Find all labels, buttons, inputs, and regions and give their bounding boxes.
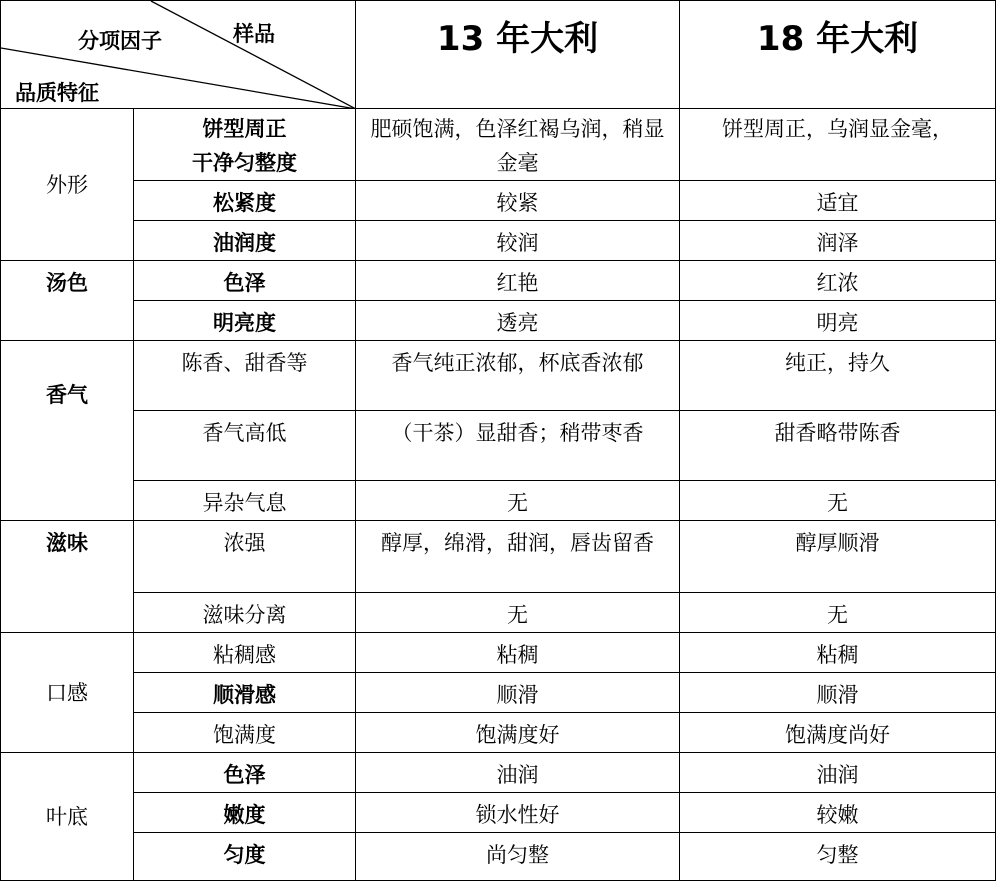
value-cell-a: 醇厚，绵滑，甜润，唇齿留香 (356, 521, 680, 593)
diagonal-header-cell (1, 1, 356, 109)
table-row (1, 633, 996, 673)
value-cell-b: 油润 (680, 753, 996, 793)
factor-cell: 浓强 (134, 521, 356, 593)
value-cell-b: 无 (680, 593, 996, 633)
factor-cell (134, 109, 356, 181)
table-row (1, 593, 996, 633)
value-cell-b: 明亮 (680, 301, 996, 341)
value-cell-b: 较嫩 (680, 793, 996, 833)
factor-cell: 香气高低 (134, 411, 356, 481)
value-cell-a: 红艳 (356, 261, 680, 301)
table-row (1, 181, 996, 221)
value-cell-a: （干茶）显甜香；稍带枣香 (356, 411, 680, 481)
header-row (1, 1, 996, 109)
value-cell-b: 匀整 (680, 833, 996, 881)
value-cell-a: 无 (356, 481, 680, 521)
corner-factor-label: 分项因子 (78, 29, 162, 53)
factor-line: 饼型周正 (202, 117, 287, 141)
value-cell-a: 油润 (356, 753, 680, 793)
corner-sample-label: 样品 (233, 22, 275, 46)
value-cell-b: 红浓 (680, 261, 996, 301)
table-row (1, 713, 996, 753)
value-cell-a: 较紧 (356, 181, 680, 221)
corner-quality-label: 品质特征 (15, 81, 99, 105)
table-row (1, 341, 996, 411)
factor-cell: 粘稠感 (134, 633, 356, 673)
table-row (1, 753, 996, 793)
value-cell-b: 润泽 (680, 221, 996, 261)
value-cell-b: 纯正，持久 (680, 341, 996, 411)
category-cell: 香气 (1, 341, 134, 521)
table-row (1, 481, 996, 521)
value-cell-b: 饱满度尚好 (680, 713, 996, 753)
category-cell: 滋味 (1, 521, 134, 633)
factor-cell: 陈香、甜香等 (134, 341, 356, 411)
value-cell-a: 顺滑 (356, 673, 680, 713)
table-row (1, 221, 996, 261)
factor-cell: 松紧度 (134, 181, 356, 221)
table-row (1, 521, 996, 593)
factor-cell: 色泽 (134, 261, 356, 301)
value-cell-b: 粘稠 (680, 633, 996, 673)
factor-cell: 滋味分离 (134, 593, 356, 633)
factor-cell: 色泽 (134, 753, 356, 793)
value-cell-a: 尚匀整 (356, 833, 680, 881)
category-cell: 口感 (1, 633, 134, 753)
factor-cell: 匀度 (134, 833, 356, 881)
factor-cell: 顺滑感 (134, 673, 356, 713)
value-cell-a: 较润 (356, 221, 680, 261)
factor-cell: 油润度 (134, 221, 356, 261)
value-cell-b: 适宜 (680, 181, 996, 221)
table-row (1, 833, 996, 881)
factor-cell: 饱满度 (134, 713, 356, 753)
category-cell: 汤色 (1, 261, 134, 341)
table-row (1, 109, 996, 181)
factor-cell: 异杂气息 (134, 481, 356, 521)
table-row (1, 673, 996, 713)
table-row (1, 301, 996, 341)
value-cell-a: 饱满度好 (356, 713, 680, 753)
factor-cell: 嫩度 (134, 793, 356, 833)
value-cell-a: 粘稠 (356, 633, 680, 673)
table-row (1, 411, 996, 481)
value-cell-b: 甜香略带陈香 (680, 411, 996, 481)
value-cell-a: 无 (356, 593, 680, 633)
value-cell-b: 醇厚顺滑 (680, 521, 996, 593)
sample-b-header: 18 年大利 (680, 1, 996, 109)
sample-a-header: 13 年大利 (356, 1, 680, 109)
value-cell-a: 肥硕饱满，色泽红褐乌润，稍显金毫 (356, 109, 680, 181)
value-cell-a: 锁水性好 (356, 793, 680, 833)
table-row (1, 793, 996, 833)
factor-cell: 明亮度 (134, 301, 356, 341)
value-cell-a: 香气纯正浓郁，杯底香浓郁 (356, 341, 680, 411)
value-cell-b: 顺滑 (680, 673, 996, 713)
category-cell: 叶底 (1, 753, 134, 881)
value-cell-b: 无 (680, 481, 996, 521)
table-row (1, 261, 996, 301)
category-cell: 外形 (1, 109, 134, 261)
factor-line: 干净匀整度 (192, 151, 297, 175)
value-cell-a: 透亮 (356, 301, 680, 341)
value-cell-b: 饼型周正，乌润显金毫， (680, 109, 996, 181)
